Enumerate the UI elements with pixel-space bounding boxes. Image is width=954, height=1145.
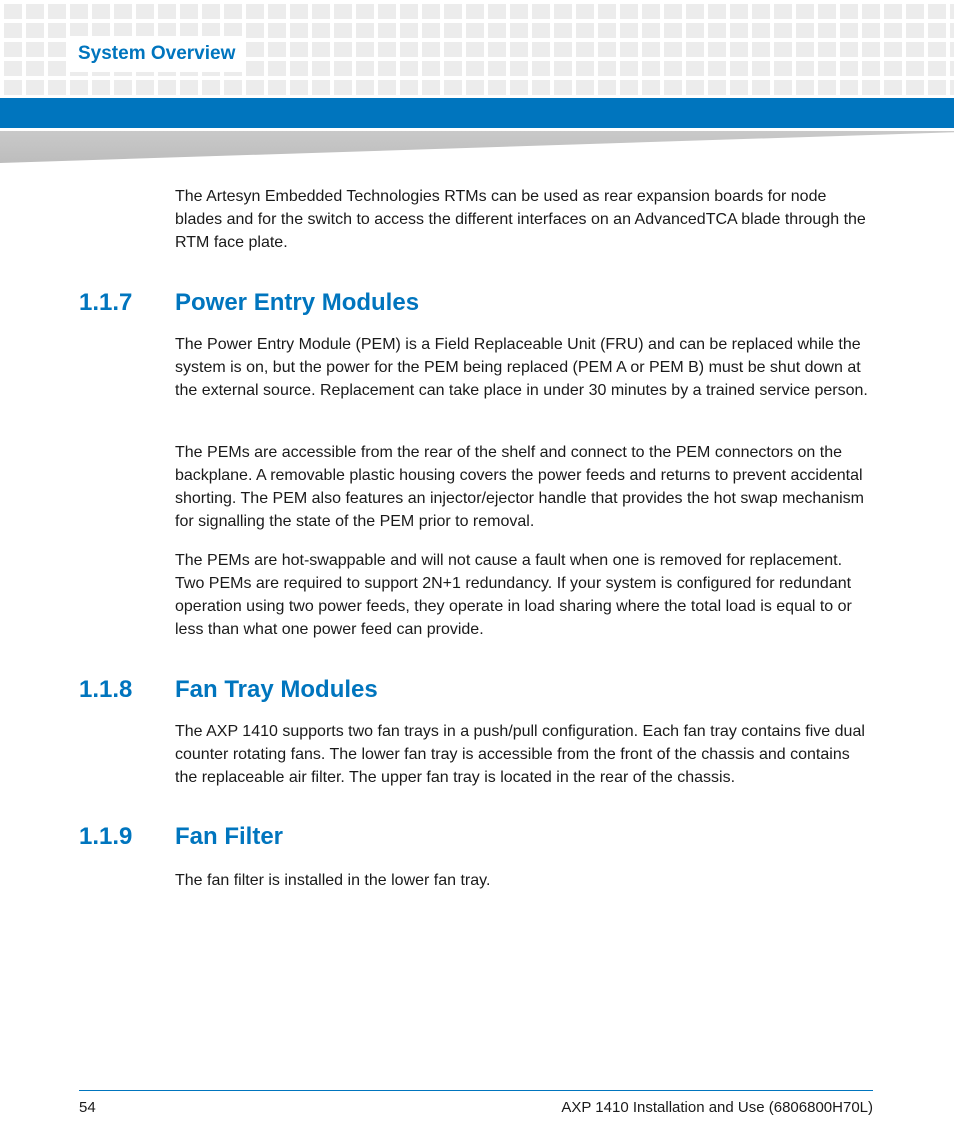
intro-paragraph: The Artesyn Embedded Technologies RTMs can be used as rear expansion boards for node blades and for the switch to access the different interfaces on an AdvancedTCA blade through the RTM face plate. <box>175 188 866 251</box>
footer-rule <box>79 1090 873 1091</box>
section-title: Power Entry Modules <box>175 289 420 316</box>
header-blue-bar <box>0 98 954 128</box>
running-header-section-title: System Overview <box>68 36 245 72</box>
header-grey-wedge <box>0 131 954 163</box>
section-title: Fan Tray Modules <box>175 676 378 703</box>
section-number: 1.1.7 <box>79 289 133 316</box>
section-number: 1.1.9 <box>79 823 133 850</box>
section-number: 1.1.8 <box>79 676 133 703</box>
footer-document-title: AXP 1410 Installation and Use (6806800H70L) <box>561 1099 873 1116</box>
section-title: Fan Filter <box>175 823 284 850</box>
pem-paragraph-2: The PEMs are accessible from the rear of the shelf and connect to the PEM connectors on the backplane. A removable plastic housing covers the power feeds and returns to prevent accidental shorting. The PEM also features an injector/ejector handle that provides the hot swap mechanism for signalling the state of the PEM prior to removal. <box>175 444 864 530</box>
fan-filter-paragraph: The fan filter is installed in the lower fan tray. <box>175 872 491 889</box>
pem-paragraph-1: The Power Entry Module (PEM) is a Field Replaceable Unit (FRU) and can be replaced while the system is on, but the power for the PEM being replaced (PEM A or PEM B) must be shut down at the external source. Replacement can take place in under 30 minutes by a trained service person. <box>175 336 868 399</box>
fan-tray-paragraph: The AXP 1410 supports two fan trays in a push/pull configuration. Each fan tray contains five dual counter rotating fans. The lower fan tray is accessible from the front of the chassis and contains the replaceable air filter. The upper fan tray is located in the rear of the chassis. <box>175 723 865 786</box>
page-number: 54 <box>79 1099 96 1116</box>
pem-paragraph-3: The PEMs are hot-swappable and will not cause a fault when one is removed for replacement. Two PEMs are required to support 2N+1 redundancy. If your system is configured for redundant operation using two power feeds, they operate in load sharing where the total load is equal to or less than what one power feed can provide. <box>175 552 852 638</box>
